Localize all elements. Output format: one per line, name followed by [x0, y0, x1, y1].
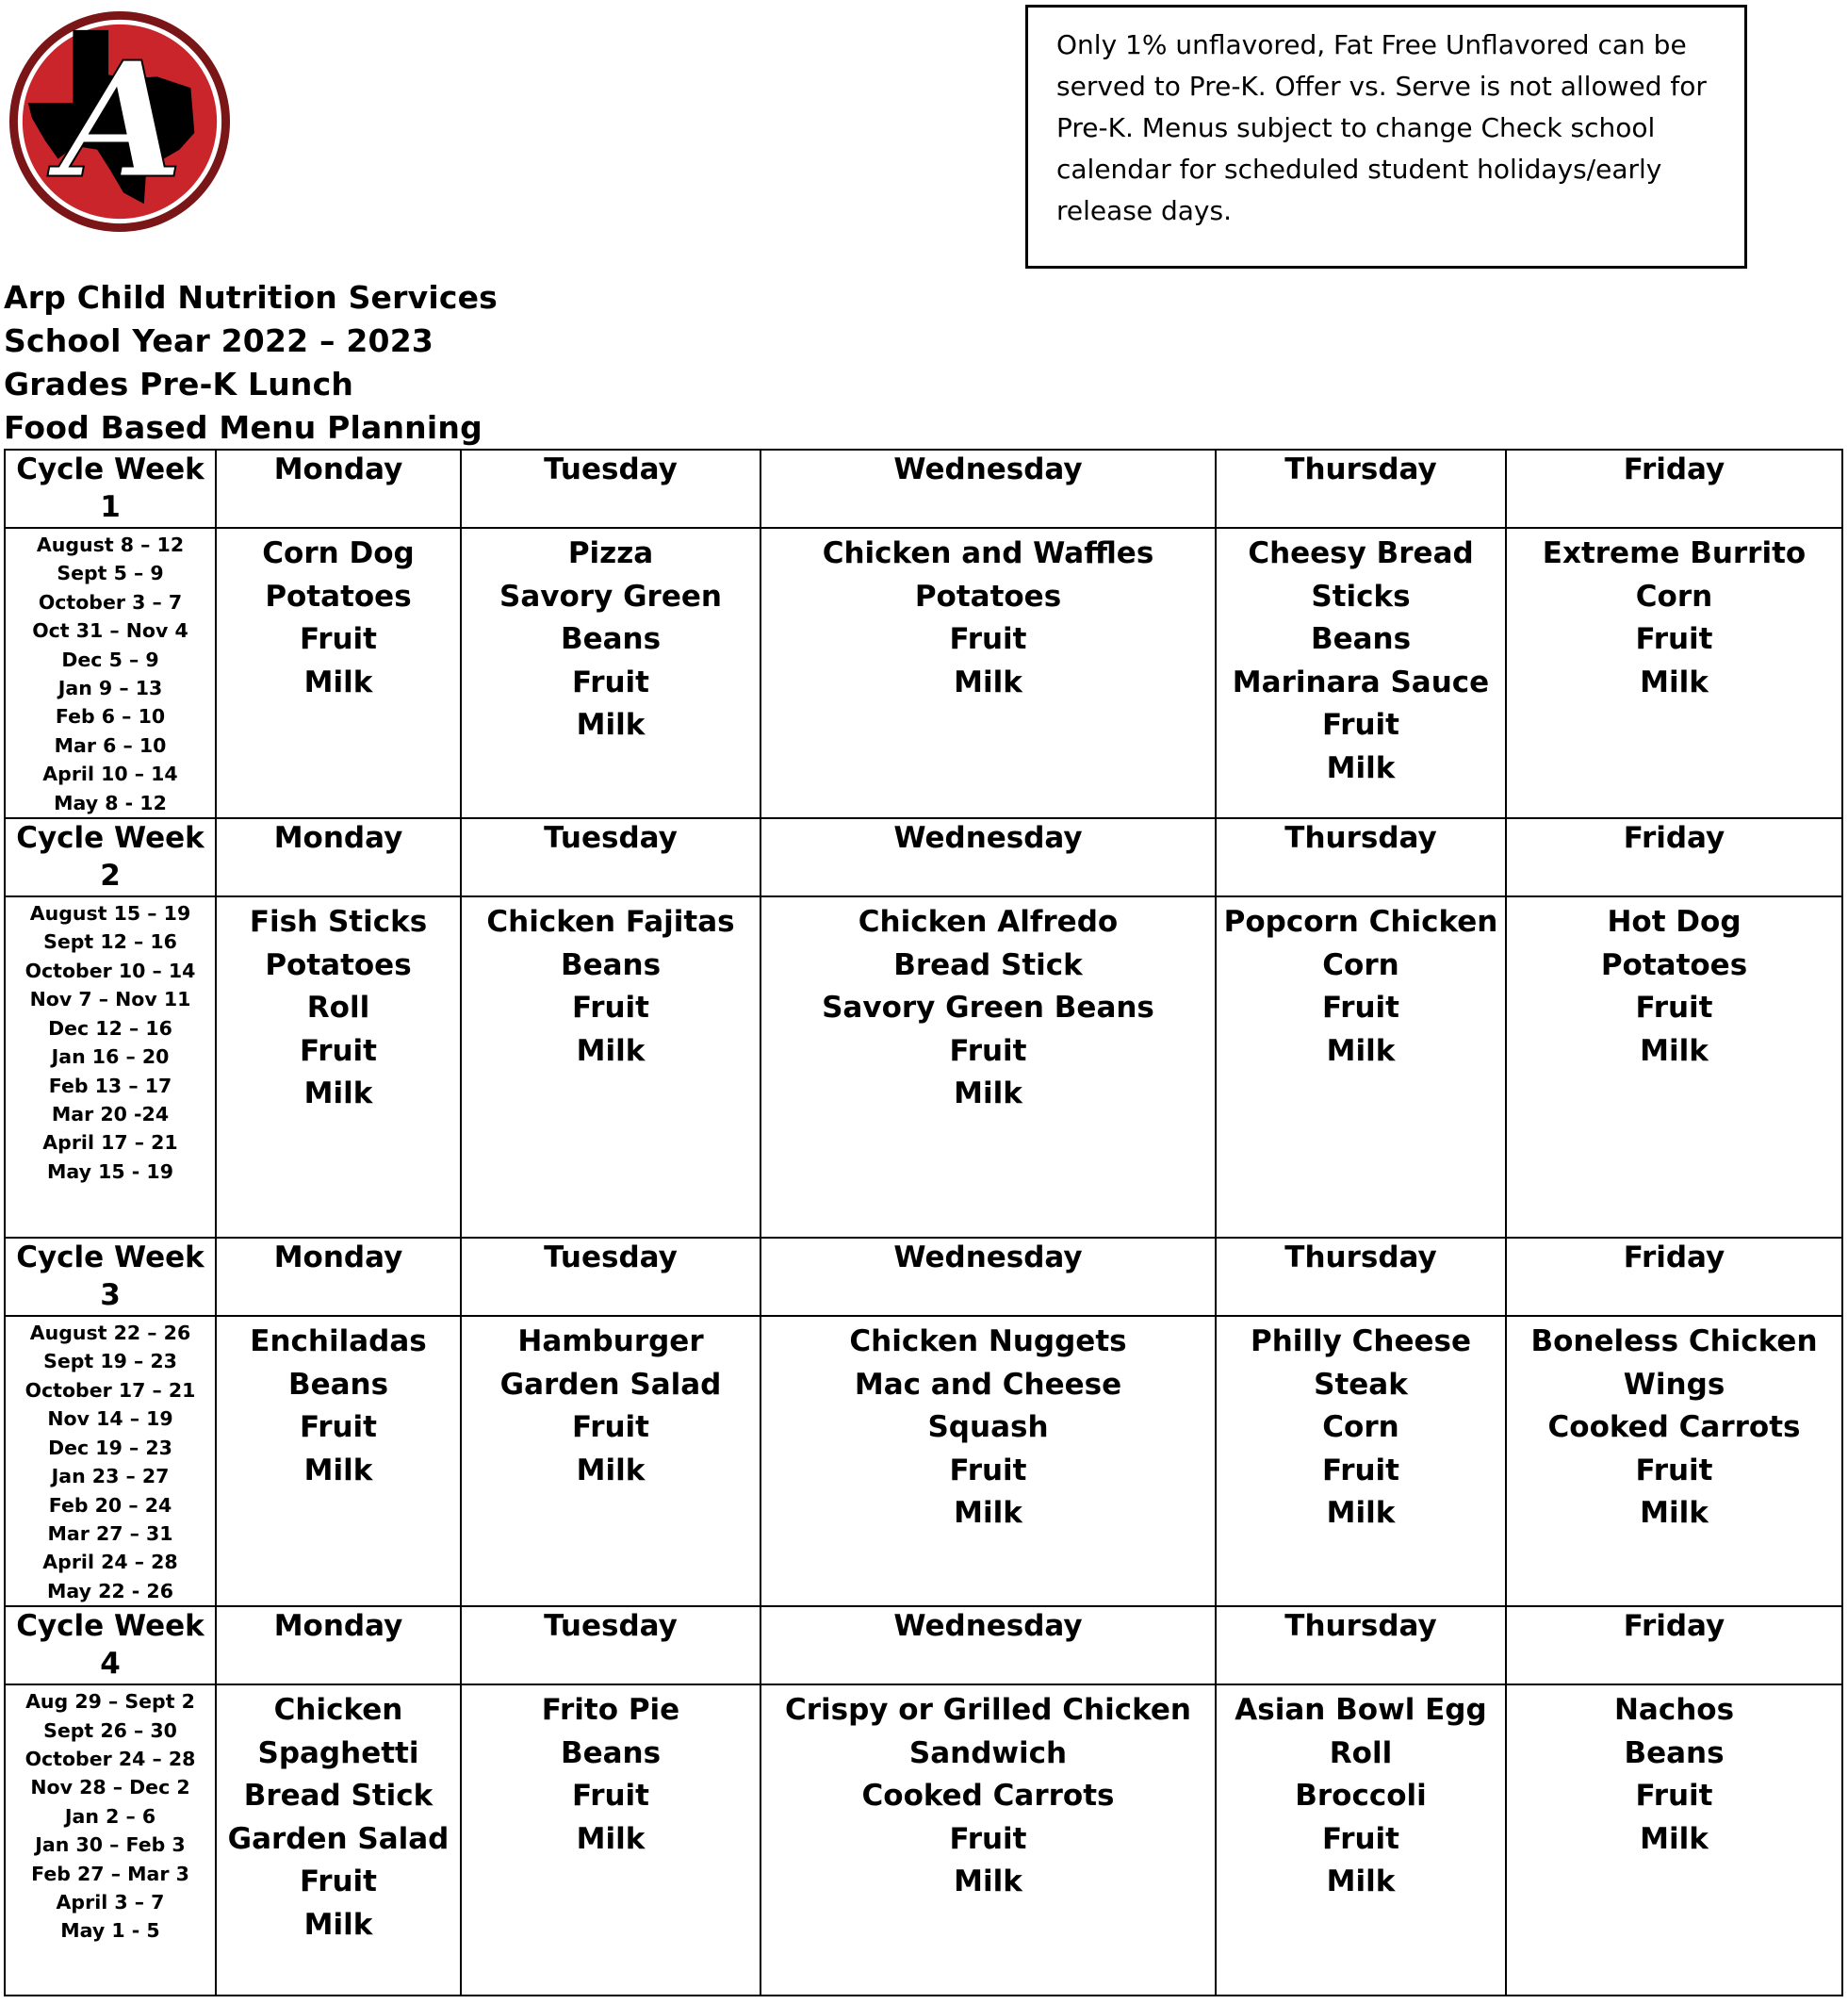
meal-item: Boneless Chicken: [1530, 1324, 1818, 1359]
week-date-range: Mar 20 -24: [51, 1102, 170, 1125]
cycle-week-number: 3: [100, 1278, 121, 1313]
meal-item: Corn Dog: [262, 536, 415, 570]
week-date-range: April 3 – 7: [56, 1890, 165, 1914]
title-school-year: School Year 2022 – 2023: [4, 322, 434, 359]
week-date-range: April 17 – 21: [42, 1131, 178, 1155]
cycle-week-text: Cycle Week: [16, 1240, 204, 1275]
meal-item: Garden Salad: [227, 1821, 450, 1856]
meal-item: Fruit: [300, 1410, 377, 1445]
week-date-range: Sept 19 – 23: [43, 1350, 177, 1373]
meal-item: Milk: [576, 708, 646, 742]
week-date-range: October 3 – 7: [38, 590, 183, 614]
meal-item: Chicken: [273, 1693, 403, 1728]
week-date-range: Dec 12 – 16: [48, 1016, 172, 1040]
week-date-range: Dec 19 – 23: [48, 1436, 172, 1459]
title-planning: Food Based Menu Planning: [4, 409, 482, 446]
meal-item: Fruit: [949, 1033, 1027, 1068]
day-header-tuesday: Tuesday: [461, 450, 760, 528]
meal-item: Chicken Alfredo: [858, 905, 1119, 940]
day-header-friday: Friday: [1506, 450, 1842, 528]
meal-item: Asian Bowl Egg: [1235, 1693, 1487, 1728]
meal-item: Milk: [1640, 1821, 1709, 1856]
day-header-thursday: Thursday: [1216, 1238, 1506, 1316]
week-dates-cell: [5, 1684, 216, 1996]
meal-cell-monday: [216, 1684, 461, 1996]
cycle-week-header-row: [5, 1238, 1842, 1316]
week-date-range: Nov 28 – Dec 2: [30, 1776, 190, 1799]
cycle-week-number: 2: [100, 859, 121, 894]
meal-item: Savory Green Beans: [822, 991, 1154, 1026]
week-date-range: Jan 16 – 20: [51, 1045, 170, 1069]
day-header-friday: Friday: [1506, 818, 1842, 896]
meal-item: Hamburger: [517, 1324, 704, 1359]
meal-item: Fruit: [572, 1779, 649, 1814]
week-date-range: April 24 – 28: [42, 1551, 178, 1574]
day-header-friday: Friday: [1506, 1238, 1842, 1316]
meal-item: Potatoes: [1600, 947, 1748, 982]
meal-item: Milk: [303, 1907, 373, 1942]
meal-item: Beans: [287, 1367, 389, 1402]
meal-item: Broccoli: [1295, 1779, 1427, 1814]
meal-item: Garden Salad: [499, 1367, 722, 1402]
meal-cell-tuesday: [461, 528, 760, 818]
week-date-range: Jan 23 – 27: [51, 1465, 170, 1488]
meal-cell-friday: [1506, 1684, 1842, 1996]
week-date-range: May 22 - 26: [47, 1579, 173, 1602]
meal-item: Milk: [954, 1076, 1022, 1111]
meal-item: Mac and Cheese: [854, 1367, 1122, 1402]
meal-item: Bread Stick: [243, 1779, 433, 1814]
week-date-range: April 10 – 14: [42, 763, 178, 786]
day-header-wednesday: Wednesday: [760, 450, 1216, 528]
meal-item: Popcorn Chicken: [1223, 905, 1498, 940]
day-header-thursday: Thursday: [1216, 818, 1506, 896]
meal-item: Fruit: [300, 1033, 377, 1068]
cycle-week-label: [5, 1606, 216, 1684]
meal-item: Milk: [303, 1076, 373, 1111]
meal-cell-wednesday: [760, 896, 1216, 1238]
week-date-range: Jan 30 – Feb 3: [35, 1833, 186, 1857]
cycle-week-menu-row: [5, 896, 1842, 1238]
meal-item: Fruit: [949, 622, 1027, 656]
week-date-range: Feb 13 – 17: [48, 1074, 172, 1097]
meal-cell-monday: [216, 896, 461, 1238]
meal-item: Enchiladas: [250, 1324, 427, 1359]
meal-item: Fruit: [949, 1821, 1027, 1856]
cycle-week-label: [5, 1238, 216, 1316]
meal-item: Corn: [1322, 947, 1399, 982]
meal-item: Pizza: [567, 536, 654, 570]
week-date-range: Feb 27 – Mar 3: [31, 1862, 189, 1885]
meal-item: Marinara Sauce: [1232, 665, 1490, 699]
meal-item: Fruit: [1635, 1453, 1713, 1487]
meal-item: Fruit: [572, 991, 649, 1026]
day-header-tuesday: Tuesday: [461, 1606, 760, 1684]
meal-item: Milk: [954, 1496, 1022, 1531]
week-date-range: May 15 - 19: [47, 1159, 173, 1183]
day-header-thursday: Thursday: [1216, 1606, 1506, 1684]
meal-item: Beans: [560, 1735, 662, 1770]
meal-item: Milk: [1326, 750, 1396, 785]
meal-item: Fish Sticks: [249, 905, 428, 940]
meal-cell-friday: [1506, 1316, 1842, 1606]
meal-item: Roll: [1329, 1735, 1393, 1770]
week-date-range: Oct 31 – Nov 4: [32, 619, 188, 643]
week-date-range: August 8 – 12: [36, 534, 185, 556]
meal-cell-monday: [216, 1316, 461, 1606]
meal-item: Fruit: [300, 1864, 377, 1899]
meal-cell-friday: [1506, 528, 1842, 818]
cycle-week-menu-row: [5, 1684, 1842, 1996]
day-header-wednesday: Wednesday: [760, 1238, 1216, 1316]
week-date-range: Dec 5 – 9: [61, 648, 159, 671]
meal-item: Fruit: [1635, 1779, 1713, 1814]
week-dates-cell: [5, 1316, 216, 1606]
week-date-range: Feb 20 – 24: [48, 1493, 172, 1517]
meal-item: Milk: [303, 1453, 373, 1487]
meal-item: Chicken Nuggets: [849, 1324, 1127, 1359]
meal-item: Fruit: [1635, 622, 1713, 656]
meal-item: Spaghetti: [257, 1735, 419, 1770]
week-date-range: Mar 27 – 31: [47, 1521, 173, 1545]
meal-item: Extreme Burrito: [1542, 536, 1807, 570]
week-date-range: August 15 – 19: [29, 902, 191, 926]
cycle-week-text: Cycle Week: [16, 821, 204, 856]
meal-item: Cheesy Bread: [1248, 536, 1474, 570]
meal-item: Cooked Carrots: [1547, 1410, 1801, 1445]
meal-item: Philly Cheese: [1250, 1324, 1471, 1359]
meal-item: Fruit: [1322, 1453, 1399, 1487]
week-date-range: Jan 9 – 13: [57, 677, 163, 700]
meal-item: Milk: [954, 665, 1022, 699]
meal-item: Milk: [576, 1033, 646, 1068]
title-grades: Grades Pre-K Lunch: [4, 366, 354, 402]
week-date-range: Mar 6 – 10: [54, 733, 167, 757]
week-date-range: Jan 2 – 6: [64, 1804, 156, 1828]
meal-item: Milk: [303, 665, 373, 699]
meal-item: Savory Green: [499, 579, 722, 614]
meal-item: Fruit: [1322, 708, 1399, 742]
meal-cell-thursday: [1216, 896, 1506, 1238]
day-header-wednesday: Wednesday: [760, 818, 1216, 896]
meal-item: Beans: [560, 947, 662, 982]
week-date-range: Sept 26 – 30: [43, 1718, 177, 1742]
meal-cell-tuesday: [461, 1316, 760, 1606]
meal-item: Fruit: [300, 622, 377, 656]
day-header-tuesday: Tuesday: [461, 1238, 760, 1316]
menu-table: [4, 449, 1843, 1996]
day-header-wednesday: Wednesday: [760, 1606, 1216, 1684]
meal-item: Hot Dog: [1607, 905, 1742, 940]
meal-item: Milk: [1640, 665, 1709, 699]
cycle-week-number: 4: [100, 1647, 121, 1682]
week-date-range: Sept 5 – 9: [57, 562, 164, 585]
week-dates-cell: [5, 528, 216, 818]
week-date-range: May 1 - 5: [60, 1919, 160, 1943]
meal-item: Fruit: [1322, 991, 1399, 1026]
meal-item: Sticks: [1311, 579, 1411, 614]
meal-item: Milk: [1640, 1033, 1709, 1068]
meal-item: Beans: [560, 622, 662, 656]
day-header-tuesday: Tuesday: [461, 818, 760, 896]
week-date-range: May 8 - 12: [54, 791, 167, 814]
week-date-range: Nov 14 – 19: [47, 1407, 173, 1431]
meal-item: Squash: [927, 1410, 1049, 1445]
cycle-week-menu-row: [5, 528, 1842, 818]
cycle-week-label: [5, 818, 216, 896]
meal-item: Fruit: [572, 665, 649, 699]
meal-item: Steak: [1314, 1367, 1408, 1402]
arp-logo: [8, 9, 232, 234]
meal-cell-tuesday: [461, 1684, 760, 1996]
week-date-range: October 10 – 14: [25, 959, 196, 982]
week-date-range: Aug 29 – Sept 2: [25, 1690, 195, 1714]
meal-item: Cooked Carrots: [861, 1779, 1115, 1814]
meal-item: Roll: [306, 991, 370, 1026]
logo-letter: A: [59, 26, 184, 214]
title-org: Arp Child Nutrition Services: [4, 279, 499, 316]
meal-item: Potatoes: [265, 947, 412, 982]
meal-cell-monday: [216, 528, 461, 818]
week-date-range: October 17 – 21: [25, 1378, 196, 1402]
note-box: [1025, 5, 1747, 269]
meal-item: Beans: [1624, 1735, 1725, 1770]
meal-item: Corn: [1322, 1410, 1399, 1445]
meal-item: Milk: [1326, 1033, 1396, 1068]
meal-item: Fruit: [1635, 991, 1713, 1026]
week-date-range: Feb 6 – 10: [55, 705, 166, 729]
meal-item: Fruit: [572, 1410, 649, 1445]
meal-item: Chicken and Waffles: [822, 536, 1154, 570]
week-date-range: Nov 7 – Nov 11: [29, 988, 191, 1011]
meal-item: Potatoes: [914, 579, 1062, 614]
week-date-range: Sept 12 – 16: [43, 930, 177, 954]
day-header-monday: Monday: [216, 450, 461, 528]
week-date-range: August 22 – 26: [29, 1322, 191, 1345]
meal-cell-wednesday: [760, 1684, 1216, 1996]
day-header-friday: Friday: [1506, 1606, 1842, 1684]
meal-item: Milk: [1326, 1864, 1396, 1899]
cycle-week-header-row: [5, 1606, 1842, 1684]
meal-item: Milk: [576, 1821, 646, 1856]
cycle-week-text: Cycle Week: [16, 452, 204, 486]
cycle-week-menu-row: [5, 1316, 1842, 1606]
cycle-week-label: [5, 450, 216, 528]
meal-cell-thursday: [1216, 1316, 1506, 1606]
meal-item: Milk: [1326, 1496, 1396, 1531]
meal-cell-tuesday: [461, 896, 760, 1238]
meal-cell-wednesday: [760, 528, 1216, 818]
meal-item: Milk: [576, 1453, 646, 1487]
cycle-week-text: Cycle Week: [16, 1609, 204, 1644]
cycle-week-header-row: [5, 818, 1842, 896]
meal-item: Frito Pie: [541, 1693, 680, 1728]
day-header-monday: Monday: [216, 818, 461, 896]
meal-cell-friday: [1506, 896, 1842, 1238]
meal-cell-wednesday: [760, 1316, 1216, 1606]
cycle-week-header-row: [5, 450, 1842, 528]
meal-cell-thursday: [1216, 1684, 1506, 1996]
meal-cell-thursday: [1216, 528, 1506, 818]
day-header-monday: Monday: [216, 1238, 461, 1316]
meal-item: Wings: [1623, 1367, 1725, 1402]
day-header-monday: Monday: [216, 1606, 461, 1684]
cycle-week-number: 1: [100, 490, 121, 524]
meal-item: Corn: [1635, 579, 1713, 614]
week-date-range: October 24 – 28: [25, 1747, 196, 1770]
week-dates-cell: [5, 896, 216, 1238]
meal-item: Chicken Fajitas: [486, 905, 735, 940]
note-text: Only 1% unflavored, Fat Free Unflavored can be served to Pre-K. Offer vs. Serve is not allowed for Pre-K. Menus subject to change Check school calendar for scheduled student holidays/early release days.: [1056, 29, 1707, 226]
meal-item: Bread Stick: [893, 947, 1083, 982]
meal-item: Fruit: [1322, 1821, 1399, 1856]
meal-item: Sandwich: [908, 1735, 1068, 1770]
meal-item: Potatoes: [265, 579, 412, 614]
meal-item: Fruit: [949, 1453, 1027, 1487]
meal-item: Milk: [954, 1864, 1022, 1899]
meal-item: Beans: [1310, 622, 1412, 656]
meal-item: Crispy or Grilled Chicken: [784, 1693, 1191, 1728]
day-header-thursday: Thursday: [1216, 450, 1506, 528]
meal-item: Nachos: [1613, 1693, 1735, 1728]
meal-item: Milk: [1640, 1496, 1709, 1531]
